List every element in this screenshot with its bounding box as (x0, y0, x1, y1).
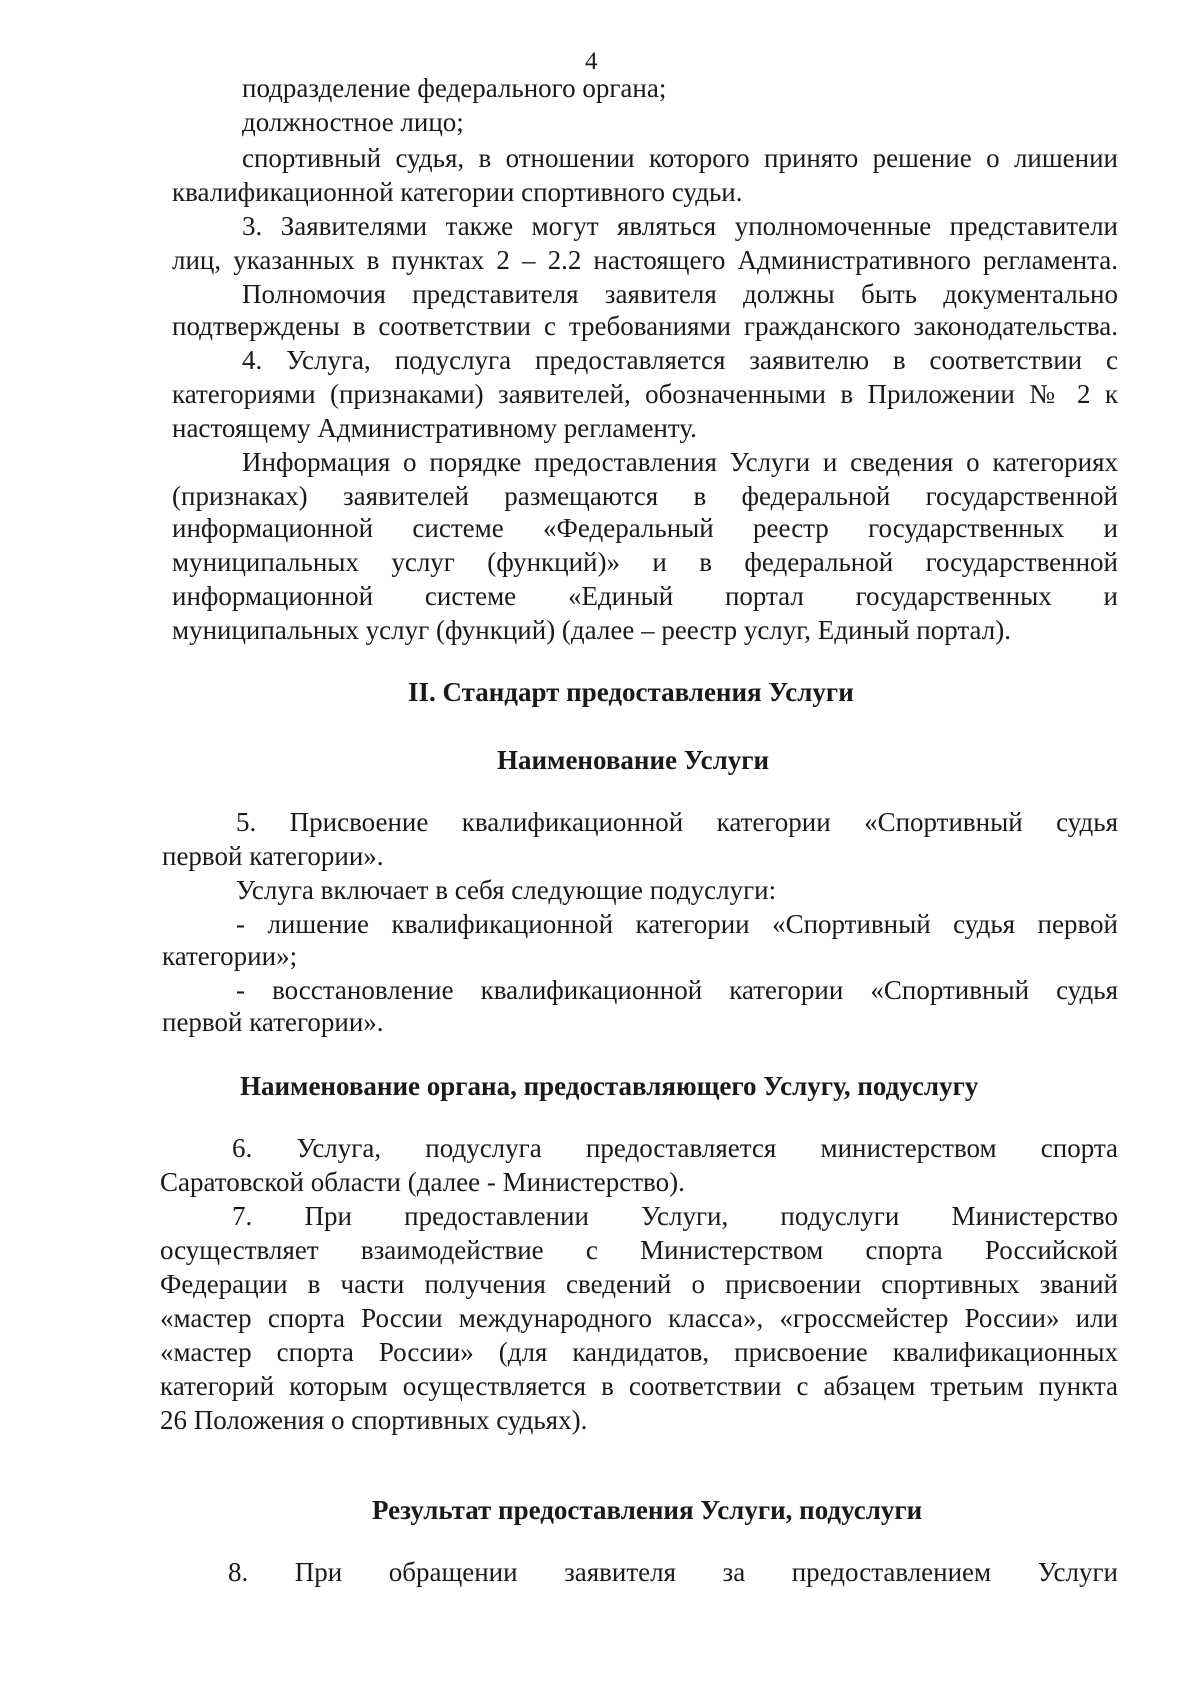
text-line: Услуга включает в себя следующие подуслуги: (236, 875, 777, 905)
text-line: подразделение федерального органа; (242, 73, 667, 103)
text-line: «мастер спорта России международного класса», «гроссмейстер России» или (160, 1303, 1118, 1333)
section-title: II. Стандарт предоставления Услуги (408, 677, 854, 707)
text-line: Информация о порядке предоставления Услуги и сведения о категориях (242, 447, 1118, 477)
text-line: Саратовской области (далее - Министерство). (160, 1167, 685, 1197)
text-line: 5. Присвоение квалификационной категории «Спортивный судья (236, 807, 1118, 837)
text-line: - восстановление квалификационной категории «Спортивный судья (236, 975, 1118, 1005)
text-line: информационной системе «Федеральный реестр государственных и (172, 513, 1118, 543)
text-line: категориями (признаками) заявителей, обозначенными в Приложении № 2 к (172, 379, 1118, 409)
page-number: 4 (585, 48, 598, 75)
text-line: 7. При предоставлении Услуги, подуслуги Министерство (232, 1201, 1118, 1231)
text-line: «мастер спорта России» (для кандидатов, присвоение квалификационных (160, 1337, 1118, 1367)
text-line: настоящему Административному регламенту. (172, 413, 697, 443)
text-line: осуществляет взаимодействие с Министерством спорта Российской (160, 1235, 1118, 1265)
text-line: Федерации в части получения сведений о присвоении спортивных званий (160, 1269, 1118, 1299)
text-line: 3. Заявителями также могут являться уполномоченные представители (242, 211, 1118, 241)
text-line: - лишение квалификационной категории «Спортивный судья первой (236, 909, 1118, 939)
heading-organ: Наименование органа, предоставляющего Услугу, подуслугу (240, 1071, 979, 1101)
text-line: (признаках) заявителей размещаются в федеральной государственной (172, 481, 1118, 511)
text-line: муниципальных услуг (функций) (далее – реестр услуг, Единый портал). (172, 615, 1011, 645)
heading-result: Результат предоставления Услуги, подуслуги (372, 1495, 923, 1525)
text-line: муниципальных услуг (функций)» и в федеральной государственной (172, 547, 1118, 577)
text-line: должностное лицо; (242, 107, 464, 137)
text-line: Полномочия представителя заявителя должны быть документально (242, 279, 1118, 309)
text-line: спортивный судья, в отношении которого принято решение о лишении (242, 143, 1118, 173)
text-line: первой категории». (162, 1007, 384, 1037)
text-line: лиц, указанных в пунктах 2 – 2.2 настоящего Административного регламента. (172, 245, 1118, 275)
text-line: квалификационной категории спортивного судьи. (172, 177, 743, 207)
text-line: 8. При обращении заявителя за предоставлением Услуги (228, 1557, 1118, 1587)
text-line: 6. Услуга, подуслуга предоставляется министерством спорта (232, 1133, 1118, 1163)
text-line: первой категории». (162, 841, 384, 871)
text-line: категорий которым осуществляется в соответствии с абзацем третьим пункта (160, 1371, 1118, 1401)
heading-service-name: Наименование Услуги (497, 745, 770, 775)
text-line: 26 Положения о спортивных судьях). (160, 1405, 588, 1435)
text-line: 4. Услуга, подуслуга предоставляется заявителю в соответствии с (242, 345, 1118, 375)
text-line: категории»; (162, 941, 298, 971)
text-line: информационной системе «Единый портал государственных и (172, 581, 1118, 611)
text-line: подтверждены в соответствии с требованиями гражданского законодательства. (172, 311, 1118, 341)
